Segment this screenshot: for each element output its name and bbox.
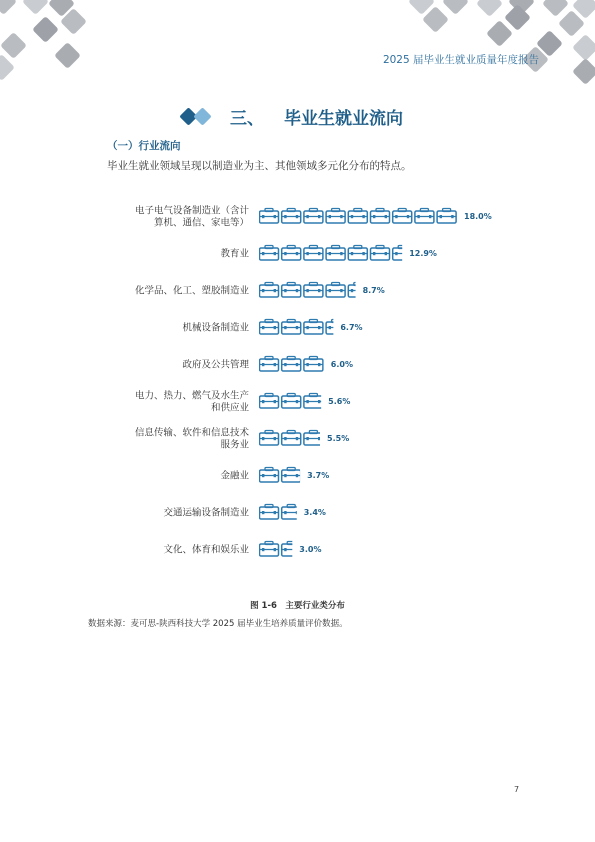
value-label: 5.6%: [328, 397, 351, 406]
bar-row: [182, 320, 362, 335]
value-label: 3.4%: [303, 508, 326, 517]
category-label: 机械设备制造业: [182, 322, 249, 334]
category-label: 电力、热力、燃气及水生产和供应业: [134, 390, 249, 414]
bar: [260, 246, 412, 261]
briefcase-icon: [260, 505, 301, 520]
value-label: 8.7%: [362, 286, 385, 295]
bar: [260, 320, 346, 335]
bar: [260, 394, 323, 409]
category-label: 金融业: [220, 470, 249, 482]
value-label: 5.5%: [327, 434, 350, 443]
page-number: 7: [514, 785, 520, 794]
briefcase-icon: [260, 246, 412, 261]
bar-row: [163, 542, 321, 557]
category-label: 教育业: [220, 248, 249, 260]
section-number: 三、: [230, 109, 264, 129]
value-label: 18.0%: [464, 212, 492, 221]
bar-row: [135, 427, 349, 451]
category-label: 政府及公共管理: [182, 359, 249, 371]
briefcase-icon: [260, 468, 301, 483]
category-label: 文化、体育和娱乐业: [163, 544, 249, 556]
briefcase-icon: [260, 394, 323, 409]
value-label: 12.9%: [409, 249, 437, 258]
briefcase-icon: [260, 357, 323, 372]
briefcase-icon: [260, 283, 368, 298]
figure-source: 数据来源：麦可思-陕西科技大学 2025 届毕业生培养质量评价数据。: [88, 619, 348, 629]
value-label: 3.7%: [307, 471, 330, 480]
bar: [260, 542, 301, 557]
bar: [260, 283, 368, 298]
value-label: 6.7%: [340, 323, 363, 332]
bar: [260, 209, 457, 224]
bar: [260, 505, 301, 520]
bar-row: [163, 505, 325, 520]
briefcase-icon: [260, 542, 301, 557]
value-label: 6.0%: [330, 360, 353, 369]
figure-caption: 图 1-6 主要行业类分布: [250, 601, 345, 611]
intro-paragraph: 毕业生就业领域呈现以制造业为主、其他领域多元化分布的特点。: [107, 160, 412, 172]
report-header-title: 2025 届毕业生就业质量年度报告: [382, 54, 539, 66]
value-label: 3.0%: [299, 545, 322, 554]
briefcase-icon: [260, 431, 323, 446]
subsection-title: （一）行业流向: [107, 140, 181, 152]
bar-row: [135, 205, 492, 229]
bar-row: [220, 468, 329, 483]
category-label: 化学品、化工、塑胶制造业: [134, 285, 249, 297]
bar-row: [182, 357, 353, 372]
category-label: 电子电气设备制造业（含计算机、通信、家电等）: [134, 205, 249, 229]
bar-row: [135, 390, 350, 414]
section-title: 毕业生就业流向: [284, 109, 403, 129]
category-label: 信息传输、软件和信息技术服务业: [134, 427, 249, 451]
briefcase-icon: [260, 209, 457, 224]
category-label: 交通运输设备制造业: [163, 507, 249, 519]
bar: [260, 431, 323, 446]
bar-row: [135, 283, 385, 298]
briefcase-icon: [260, 320, 346, 335]
bar: [260, 468, 301, 483]
bar-row: [220, 246, 436, 261]
bar: [260, 357, 323, 372]
